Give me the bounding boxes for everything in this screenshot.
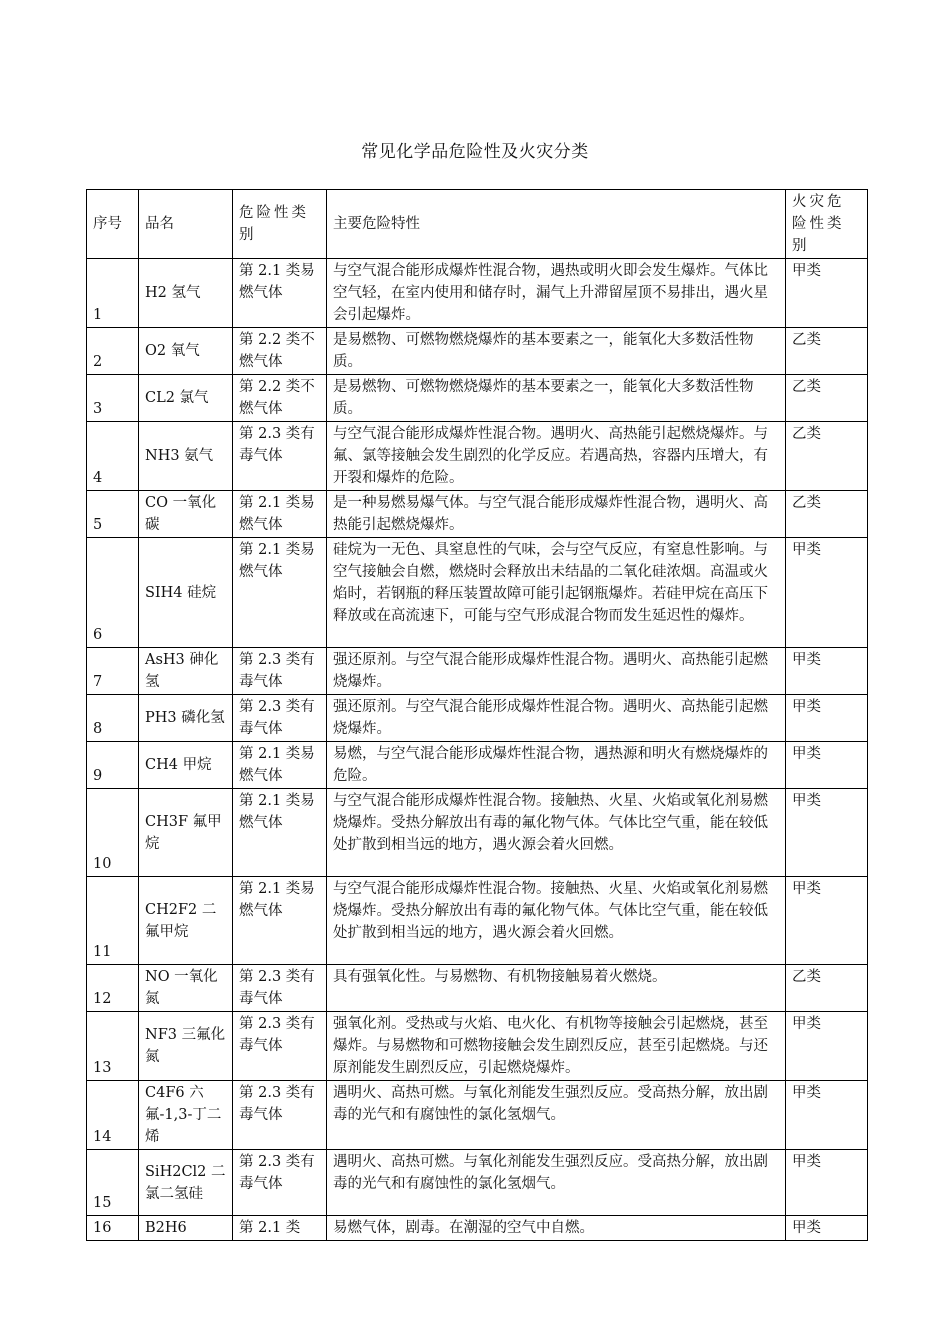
- cell-name: SIH4 硅烷: [139, 538, 233, 648]
- cell-cls: 乙类: [786, 491, 868, 538]
- cell-cls: 甲类: [786, 1216, 868, 1241]
- cell-desc: 与空气混合能形成爆炸性混合物，遇热或明火即会发生爆炸。气体比空气轻，在室内使用和储存时，漏气上升滞留屋顶不易排出，遇火星会引起爆炸。: [327, 259, 786, 328]
- cell-haz: 第 2.3 类有毒气体: [233, 965, 327, 1012]
- table-row: [87, 1081, 868, 1150]
- cell-haz: 第 2.1 类易燃气体: [233, 491, 327, 538]
- table-row: [87, 1012, 868, 1081]
- cell-haz: 第 2.3 类有毒气体: [233, 695, 327, 742]
- cell-desc: 是易燃物、可燃物燃烧爆炸的基本要素之一，能氧化大多数活性物质。: [327, 328, 786, 375]
- cell-name: O2 氧气: [139, 328, 233, 375]
- table-row: [87, 1216, 868, 1241]
- cell-desc: 具有强氧化性。与易燃物、有机物接触易着火燃烧。: [327, 965, 786, 1012]
- table-header-row: [87, 190, 868, 259]
- cell-cls: 甲类: [786, 1081, 868, 1150]
- cell-no: 7: [87, 648, 139, 695]
- cell-name: C4F6 六氟-1,3-丁二烯: [139, 1081, 233, 1150]
- cell-haz: 第 2.2 类不燃气体: [233, 328, 327, 375]
- cell-name: CO 一氧化碳: [139, 491, 233, 538]
- cell-desc: 强还原剂。与空气混合能形成爆炸性混合物。遇明火、高热能引起燃烧爆炸。: [327, 695, 786, 742]
- cell-no: 1: [87, 259, 139, 328]
- table-row: [87, 328, 868, 375]
- cell-cls: 甲类: [786, 877, 868, 965]
- cell-cls: 甲类: [786, 1150, 868, 1216]
- cell-haz: 第 2.3 类有毒气体: [233, 648, 327, 695]
- header-hazard-class: 危险性类别: [233, 190, 327, 259]
- cell-cls: 乙类: [786, 422, 868, 491]
- table-row: [87, 789, 868, 877]
- cell-haz: 第 2.1 类易燃气体: [233, 538, 327, 648]
- cell-desc: 与空气混合能形成爆炸性混合物。接触热、火星、火焰或氧化剂易燃烧爆炸。受热分解放出有毒的氟化物气体。气体比空气重，能在较低处扩散到相当远的地方，遇火源会着火回燃。: [327, 877, 786, 965]
- cell-name: AsH3 砷化氢: [139, 648, 233, 695]
- table-row: [87, 259, 868, 328]
- cell-desc: 与空气混合能形成爆炸性混合物。接触热、火星、火焰或氧化剂易燃烧爆炸。受热分解放出有毒的氟化物气体。气体比空气重，能在较低处扩散到相当远的地方，遇火源会着火回燃。: [327, 789, 786, 877]
- cell-desc: 是一种易燃易爆气体。与空气混合能形成爆炸性混合物，遇明火、高热能引起燃烧爆炸。: [327, 491, 786, 538]
- cell-desc: 易燃，与空气混合能形成爆炸性混合物，遇热源和明火有燃烧爆炸的危险。: [327, 742, 786, 789]
- cell-haz: 第 2.3 类有毒气体: [233, 1081, 327, 1150]
- cell-name: SiH2Cl2 二氯二氢硅: [139, 1150, 233, 1216]
- cell-haz: 第 2.2 类不燃气体: [233, 375, 327, 422]
- cell-desc: 强还原剂。与空气混合能形成爆炸性混合物。遇明火、高热能引起燃烧爆炸。: [327, 648, 786, 695]
- cell-desc: 遇明火、高热可燃。与氧化剂能发生强烈反应。受高热分解，放出剧毒的光气和有腐蚀性的氯化氢烟气。: [327, 1150, 786, 1216]
- cell-desc: 易燃气体，剧毒。在潮湿的空气中自燃。: [327, 1216, 786, 1241]
- cell-name: NH3 氨气: [139, 422, 233, 491]
- cell-haz: 第 2.1 类易燃气体: [233, 742, 327, 789]
- table-row: [87, 742, 868, 789]
- table-row: [87, 877, 868, 965]
- cell-name: NF3 三氟化氮: [139, 1012, 233, 1081]
- cell-haz: 第 2.3 类有毒气体: [233, 1150, 327, 1216]
- cell-cls: 甲类: [786, 538, 868, 648]
- cell-no: 3: [87, 375, 139, 422]
- cell-no: 16: [87, 1216, 139, 1241]
- cell-haz: 第 2.1 类: [233, 1216, 327, 1241]
- cell-haz: 第 2.1 类易燃气体: [233, 877, 327, 965]
- header-name: 品名: [139, 190, 233, 259]
- cell-cls: 乙类: [786, 965, 868, 1012]
- cell-cls: 甲类: [786, 259, 868, 328]
- cell-name: CH4 甲烷: [139, 742, 233, 789]
- cell-no: 4: [87, 422, 139, 491]
- cell-cls: 甲类: [786, 742, 868, 789]
- cell-no: 5: [87, 491, 139, 538]
- cell-no: 13: [87, 1012, 139, 1081]
- cell-desc: 是易燃物、可燃物燃烧爆炸的基本要素之一，能氧化大多数活性物质。: [327, 375, 786, 422]
- cell-desc: 强氧化剂。受热或与火焰、电火化、有机物等接触会引起燃烧，甚至爆炸。与易燃物和可燃物接触会发生剧烈反应，甚至引起燃烧。与还原剂能发生剧烈反应，引起燃烧爆炸。: [327, 1012, 786, 1081]
- table-row: [87, 1150, 868, 1216]
- cell-haz: 第 2.3 类有毒气体: [233, 1012, 327, 1081]
- cell-no: 10: [87, 789, 139, 877]
- cell-no: 11: [87, 877, 139, 965]
- table-row: [87, 538, 868, 648]
- header-no: 序号: [87, 190, 139, 259]
- cell-cls: 乙类: [786, 328, 868, 375]
- chemical-hazard-table: [86, 189, 868, 1241]
- cell-name: NO 一氧化氮: [139, 965, 233, 1012]
- table-row: [87, 695, 868, 742]
- cell-cls: 乙类: [786, 375, 868, 422]
- cell-no: 15: [87, 1150, 139, 1216]
- header-fire-class: 火灾危险性类别: [786, 190, 868, 259]
- cell-no: 9: [87, 742, 139, 789]
- table-row: [87, 422, 868, 491]
- cell-cls: 甲类: [786, 789, 868, 877]
- cell-haz: 第 2.1 类易燃气体: [233, 259, 327, 328]
- table-row: [87, 491, 868, 538]
- table-row: [87, 965, 868, 1012]
- cell-cls: 甲类: [786, 1012, 868, 1081]
- cell-name: H2 氢气: [139, 259, 233, 328]
- cell-no: 6: [87, 538, 139, 648]
- cell-no: 8: [87, 695, 139, 742]
- cell-no: 14: [87, 1081, 139, 1150]
- cell-name: CH3F 氟甲烷: [139, 789, 233, 877]
- page-title: 常见化学品危险性及火灾分类: [361, 142, 589, 162]
- cell-haz: 第 2.3 类有毒气体: [233, 422, 327, 491]
- cell-name: CL2 氯气: [139, 375, 233, 422]
- header-hazard: 主要危险特性: [327, 190, 786, 259]
- cell-cls: 甲类: [786, 648, 868, 695]
- cell-desc: 遇明火、高热可燃。与氧化剂能发生强烈反应。受高热分解，放出剧毒的光气和有腐蚀性的氯化氢烟气。: [327, 1081, 786, 1150]
- cell-desc: 硅烷为一无色、具窒息性的气味，会与空气反应，有窒息性影响。与空气接触会自燃，燃烧时会释放出未结晶的二氧化硅浓烟。高温或火焰时，若钢瓶的释压装置故障可能引起钢瓶爆炸。若硅甲烷在高压下释放或在高流速下，可能与空气形成混合物而发生延迟性的爆炸。: [327, 538, 786, 648]
- cell-name: B2H6: [139, 1216, 233, 1241]
- cell-cls: 甲类: [786, 695, 868, 742]
- cell-no: 2: [87, 328, 139, 375]
- cell-desc: 与空气混合能形成爆炸性混合物。遇明火、高热能引起燃烧爆炸。与氟、氯等接触会发生剧烈的化学反应。若遇高热，容器内压增大，有开裂和爆炸的危险。: [327, 422, 786, 491]
- table-row: [87, 648, 868, 695]
- cell-name: CH2F2 二氟甲烷: [139, 877, 233, 965]
- cell-name: PH3 磷化氢: [139, 695, 233, 742]
- cell-no: 12: [87, 965, 139, 1012]
- cell-haz: 第 2.1 类易燃气体: [233, 789, 327, 877]
- table-row: [87, 375, 868, 422]
